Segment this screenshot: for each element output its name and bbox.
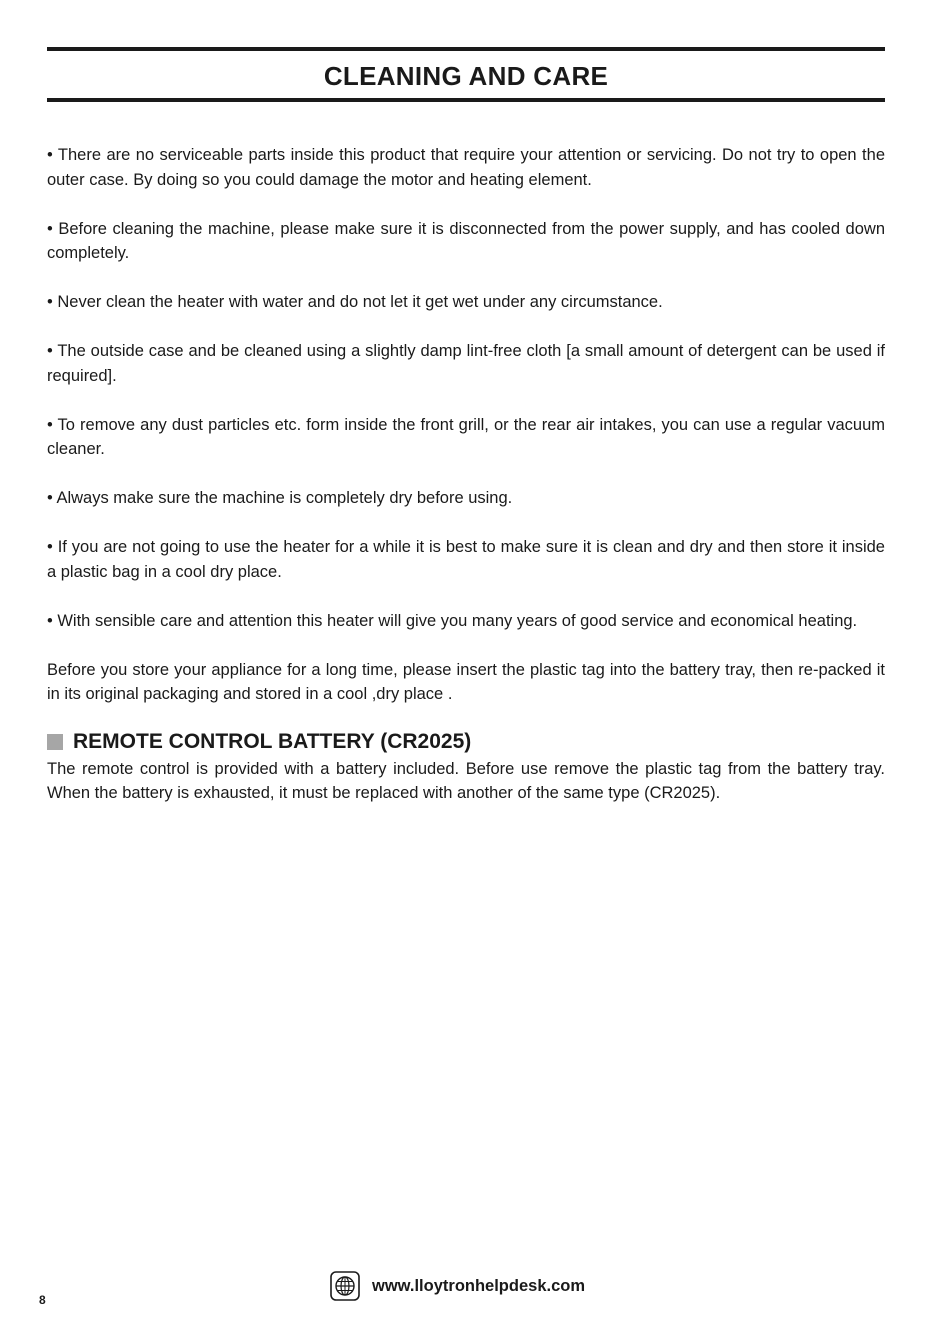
battery-section-heading	[47, 727, 885, 757]
page-number: 8	[39, 1293, 46, 1307]
paragraph-dust-removal: • To remove any dust particles etc. form inside the front grill, or the rear air intakes, you can use a regular vacuum cleaner.	[47, 415, 885, 458]
header-bottom-rule	[47, 98, 885, 102]
paragraph-disconnect-power: • Before cleaning the machine, please make sure it is disconnected from the power supply, and has cooled down completely.	[47, 219, 885, 262]
paragraph-serviceable-parts: • There are no serviceable parts inside this product that require your attention or servicing. Do not try to open the outer case. By doing so you could damage the motor and heating element.	[47, 146, 885, 189]
page-footer	[0, 1270, 933, 1307]
globe-icon	[330, 1271, 360, 1301]
paragraph-storage: • If you are not going to use the heater for a while it is best to make sure it is clean and dry and then store it inside a plastic bag in a cool dry place.	[47, 538, 885, 581]
page-title: CLEANING AND CARE	[323, 61, 609, 91]
header-top-rule	[47, 47, 885, 51]
website-link[interactable]	[330, 1270, 585, 1302]
website-url[interactable]: www.lloytronhelpdesk.com	[372, 1276, 586, 1295]
paragraph-no-water: • Never clean the heater with water and do not let it get wet under any circumstance.	[47, 293, 663, 311]
paragraph-long-storage: Before you store your appliance for a long time, please insert the plastic tag into the battery tray, then re-packed it in its original packaging and stored in a cool ,dry place .	[47, 660, 885, 703]
heading-square-icon	[47, 734, 63, 750]
paragraph-dry-before-use: • Always make sure the machine is completely dry before using.	[47, 489, 513, 507]
battery-section-body: The remote control is provided with a battery included. Before use remove the plastic tag from the battery tray. When the battery is exhausted, it must be replaced with another of the same type (CR2025).	[47, 759, 885, 802]
battery-heading-text: REMOTE CONTROL BATTERY (CR2025)	[73, 729, 472, 753]
main-content	[47, 143, 885, 806]
paragraph-outside-case: • The outside case and be cleaned using a slightly damp lint-free cloth [a small amount of detergent can be used if required].	[47, 342, 885, 385]
paragraph-sensible-care: • With sensible care and attention this heater will give you many years of good service and economical heating.	[47, 611, 858, 630]
